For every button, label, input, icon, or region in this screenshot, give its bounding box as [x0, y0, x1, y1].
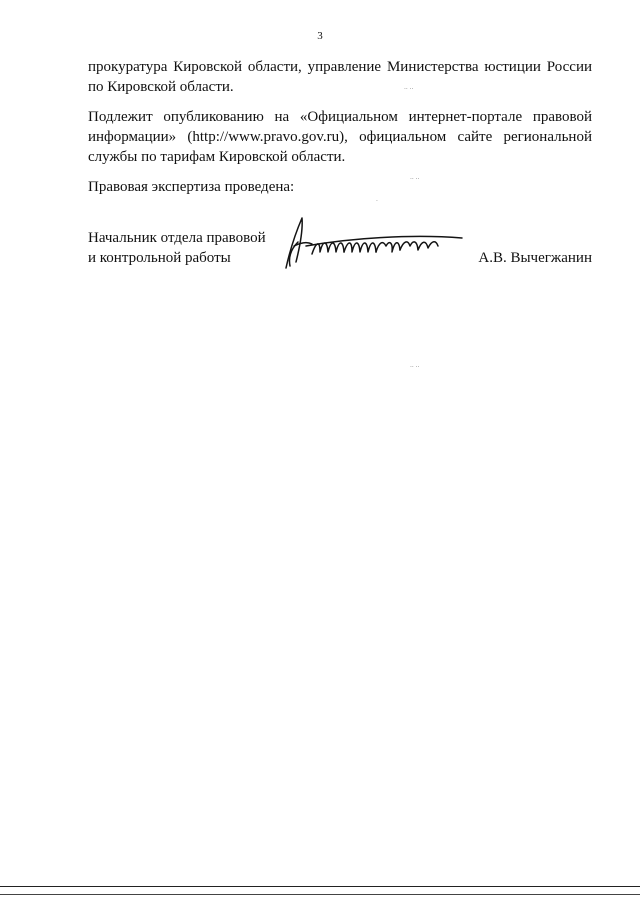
scan-edge-line: [0, 894, 640, 895]
scan-artifact: ·· ··: [410, 364, 420, 371]
signer-position-line-2: и контрольной работы: [88, 250, 231, 266]
scan-artifact: ·· ··: [404, 86, 414, 93]
signer-position: [88, 228, 266, 268]
signer-position-line-1: Начальник отдела правовой: [88, 230, 266, 246]
signer-name: А.В. Вычегжанин: [478, 250, 592, 266]
paragraph-publication: Подлежит опубликованию на «Официальном интернет-портале правовой информации» (http://www.pravo.gov.ru), официальном сайте региональной службы по тарифам Кировской области.: [88, 109, 592, 165]
handwritten-signature: [272, 212, 468, 272]
page-number: 3: [317, 30, 323, 42]
paragraph-recipients: прокуратура Кировской области, управление Министерства юстиции России по Кировской области.: [88, 59, 592, 95]
paragraph-legal-review: Правовая экспертиза проведена:: [88, 179, 295, 195]
scan-edge-line: [0, 886, 640, 887]
scan-artifact: ·: [376, 198, 378, 205]
scan-artifact: ·· ··: [410, 176, 420, 183]
